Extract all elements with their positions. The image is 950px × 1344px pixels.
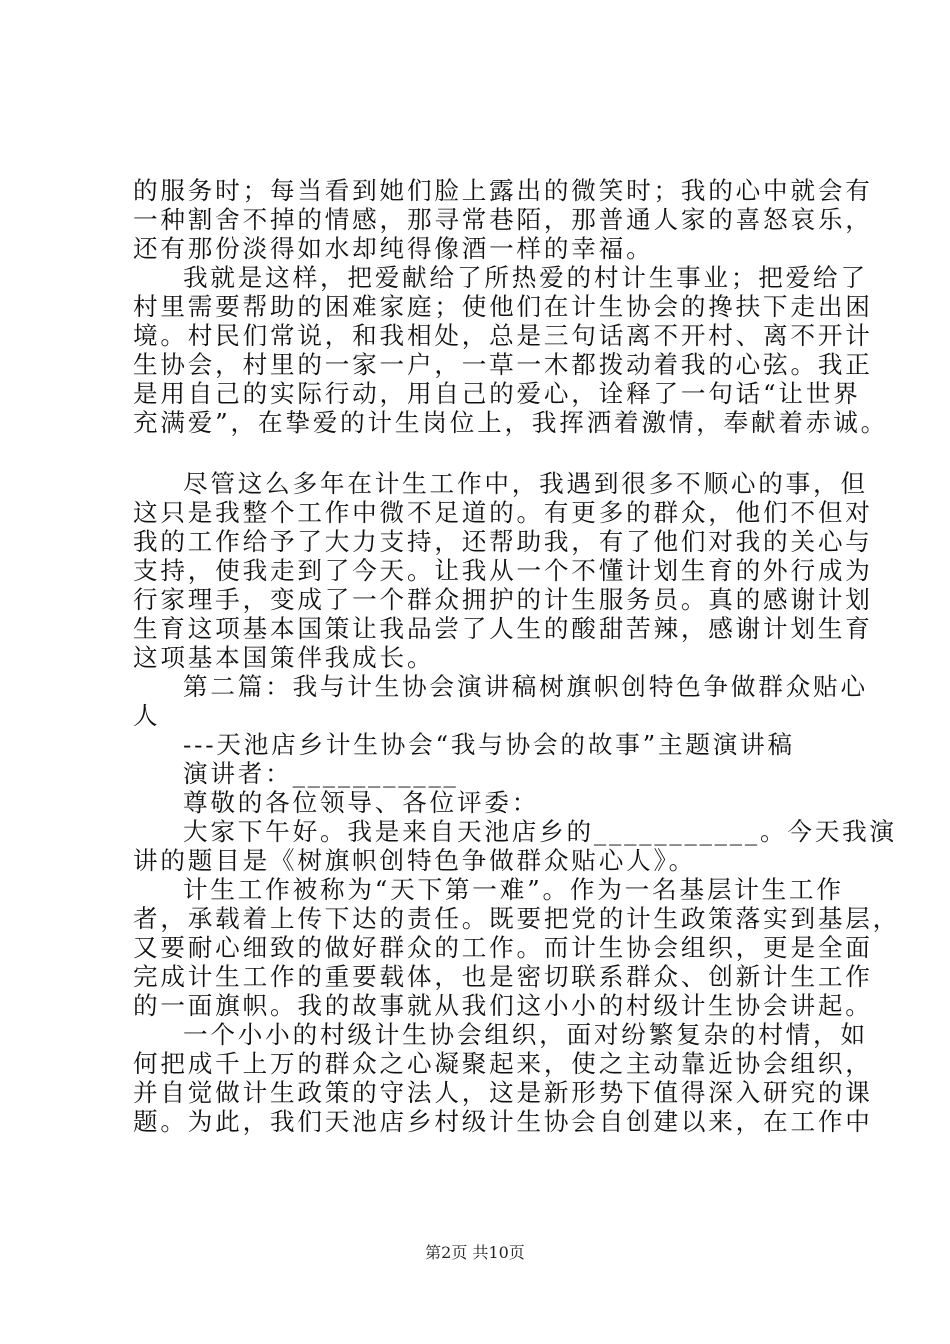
text-line: 生育这项基本国策让我品尝了人生的酸甜苦辣，感谢计划生育 [133, 614, 873, 643]
text-line: 者，承载着上传下达的责任。既要把党的计生政策落实到基层， [133, 904, 901, 933]
text-line: 行家理手，变成了一个群众拥护的计生服务员。真的感谢计划 [133, 585, 873, 614]
page-number-footer: 第2页 共10页 [425, 1243, 525, 1262]
text-line: 大家下午好。我是来自天池店乡的___________。今天我演 [183, 817, 897, 846]
text-line: 一个小小的村级计生协会组织，面对纷繁复杂的村情，如 [183, 1020, 868, 1049]
text-line: 我的工作给予了大力支持，还帮助我，有了他们对我的关心与 [133, 527, 873, 556]
text-line: 完成计生工作的重要载体，也是密切联系群众、创新计生工作 [133, 962, 873, 991]
text-line: 又要耐心细致的做好群众的工作。而计生协会组织，更是全面 [133, 933, 873, 962]
paragraph-gap [133, 437, 833, 469]
text-line: 何把成千上万的群众之心凝聚起来，使之主动靠近协会组织， [133, 1049, 873, 1078]
salutation: 尊敬的各位领导、各位评委： [183, 788, 540, 817]
text-line: 这项基本国策伴我成长。 [133, 643, 435, 672]
section-heading: 第二篇：我与计生协会演讲稿树旗帜创特色争做群众贴心 [183, 672, 868, 701]
text-line: 充满爱”，在挚爱的计生岗位上，我挥洒着激情，奉献着赤诚。 [133, 408, 889, 437]
text-line: 一种割舍不掉的情感，那寻常巷陌，那普通人家的喜怒哀乐， [133, 205, 873, 234]
text-line: 计生工作被称为“天下第一难”。作为一名基层计生工作 [183, 875, 844, 904]
text-line: 境。村民们常说，和我相处，总是三句话离不开村、离不开计 [133, 321, 873, 350]
text-line: 并自觉做计生政策的守法人，这是新形势下值得深入研究的课 [133, 1078, 873, 1107]
text-line: 支持，使我走到了今天。让我从一个不懂计划生育的外行成为 [133, 556, 873, 585]
section-heading-continuation: 人 [133, 701, 161, 730]
text-line: 我就是这样，把爱献给了所热爱的村计生事业；把爱给了 [183, 263, 868, 292]
document-body [133, 176, 901, 1136]
text-line: 讲的题目是《树旗帜创特色争做群众贴心人》。 [133, 846, 696, 875]
speaker-line: 演讲者：___________ [183, 759, 459, 788]
text-line: 的一面旗帜。我的故事就从我们这小小的村级计生协会讲起。 [133, 991, 873, 1020]
text-line: 还有那份淡得如水却纯得像酒一样的幸福。 [133, 234, 654, 263]
text-line: 尽管这么多年在计生工作中，我遇到很多不顺心的事，但 [183, 469, 868, 498]
text-line: 村里需要帮助的困难家庭；使他们在计生协会的搀扶下走出困 [133, 292, 873, 321]
text-line: 题。为此，我们天池店乡村级计生协会自创建以来，在工作中 [133, 1107, 873, 1136]
text-line: 的服务时；每当看到她们脸上露出的微笑时；我的心中就会有 [133, 176, 873, 205]
text-line: 生协会，村里的一家一户，一草一木都拨动着我的心弦。我正 [133, 350, 873, 379]
text-line: 是用自己的实际行动，用自己的爱心，诠释了一句话“让世界 [133, 379, 861, 408]
text-line: 这只是我整个工作中微不足道的。有更多的群众，他们不但对 [133, 498, 873, 527]
subtitle: ---天池店乡计生协会“我与协会的故事”主题演讲稿 [183, 730, 795, 759]
